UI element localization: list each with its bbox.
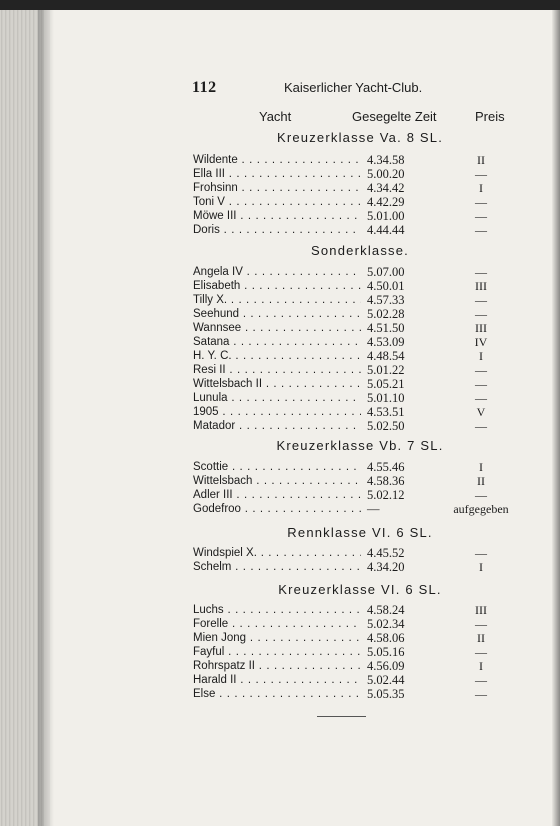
page-number: 112	[192, 79, 217, 96]
sailed-time: 5.02.28	[367, 307, 405, 321]
yacht-name: Seehund . . .	[193, 307, 361, 321]
yacht-name: Toni V . . .	[193, 195, 361, 209]
yacht-name: Scottie . . .	[193, 460, 361, 474]
yacht-name: Wannsee . . .	[193, 321, 361, 335]
prize: III	[475, 603, 487, 617]
column-header-yacht: Yacht	[259, 109, 292, 124]
sailed-time: 5.02.50	[367, 419, 405, 433]
prize: —	[475, 223, 487, 237]
prize: III	[475, 279, 487, 293]
yacht-name: Wittelsbach II . . .	[193, 377, 361, 391]
prize: II	[477, 474, 485, 488]
sailed-time: 4.50.01	[367, 279, 405, 293]
sailed-time: 5.01.00	[367, 209, 405, 223]
prize: I	[479, 460, 483, 474]
yacht-name: Schelm . . .	[193, 560, 361, 574]
prize: —	[475, 673, 487, 687]
yacht-name: Wittelsbach . . .	[193, 474, 361, 488]
yacht-name: Doris . . .	[193, 223, 361, 237]
sailed-time: 4.57.33	[367, 293, 405, 307]
prize: IV	[474, 335, 488, 349]
yacht-name: Möwe III . . .	[193, 209, 361, 223]
yacht-name: Wildente . . .	[193, 153, 361, 167]
yacht-name: Tilly X. . . .	[193, 293, 361, 307]
sailed-time: 4.58.36	[367, 474, 405, 488]
scan-border-top	[0, 0, 560, 10]
prize: —	[475, 488, 487, 502]
sailed-time: 4.55.46	[367, 460, 405, 474]
yacht-name: Rohrspatz II . . .	[193, 659, 361, 673]
sailed-time: 4.45.52	[367, 546, 405, 560]
prize: aufgegeben	[453, 502, 509, 516]
prize: III	[475, 321, 487, 335]
section-title: Kreuzerklasse VI. 6 SL.	[278, 582, 442, 597]
sailed-time: 4.58.24	[367, 603, 405, 617]
sailed-time: 4.51.50	[367, 321, 405, 335]
prize: —	[475, 307, 487, 321]
yacht-name: Windspiel X. . . .	[193, 546, 361, 560]
sailed-time: 4.53.09	[367, 335, 405, 349]
sailed-time: 5.01.10	[367, 391, 405, 405]
yacht-name: Harald II . . .	[193, 673, 361, 687]
section-title: Kreuzerklasse Va. 8 SL.	[276, 130, 444, 145]
yacht-name: Frohsinn . . .	[193, 181, 361, 195]
section-title: Rennklasse VI. 6 SL.	[287, 525, 433, 540]
sailed-time: 5.00.20	[367, 167, 405, 181]
sailed-time: 4.53.51	[367, 405, 405, 419]
prize: —	[475, 195, 487, 209]
sailed-time: 4.58.06	[367, 631, 405, 645]
prize: —	[475, 687, 487, 701]
yacht-name: Lunula . . .	[193, 391, 361, 405]
prize: —	[475, 419, 487, 433]
prize: —	[475, 617, 487, 631]
prize: —	[475, 363, 487, 377]
sailed-time: 5.05.21	[367, 377, 405, 391]
sailed-time: 5.01.22	[367, 363, 405, 377]
yacht-name: Fayful . . .	[193, 645, 361, 659]
sailed-time: 4.44.44	[367, 223, 405, 237]
prize: I	[479, 560, 483, 574]
prize: I	[479, 349, 483, 363]
column-header-preis: Preis	[475, 109, 505, 124]
sailed-time: 5.02.12	[367, 488, 405, 502]
running-title: Kaiserlicher Yacht-Club.	[284, 80, 423, 95]
sailed-time: 4.56.09	[367, 659, 405, 673]
prize: —	[475, 209, 487, 223]
sailed-time: 4.48.54	[367, 349, 405, 363]
prize: —	[475, 167, 487, 181]
section-title: Sonderklasse.	[311, 243, 409, 258]
prize: —	[475, 293, 487, 307]
binding-shadow	[38, 10, 54, 826]
prize: I	[479, 659, 483, 673]
yacht-name: Else . . .	[193, 687, 361, 701]
prize: —	[475, 645, 487, 659]
prize: V	[476, 405, 486, 419]
yacht-name: 1905 . . .	[193, 405, 361, 419]
yacht-name: Ella III . . .	[193, 167, 361, 181]
prize: II	[477, 631, 485, 645]
yacht-name: Satana . . .	[193, 335, 361, 349]
sailed-time: 5.07.00	[367, 265, 405, 279]
prize: —	[475, 377, 487, 391]
prize: I	[479, 181, 483, 195]
yacht-name: Elisabeth . . .	[193, 279, 361, 293]
sailed-time: 5.05.35	[367, 687, 405, 701]
prize: II	[477, 153, 485, 167]
sailed-time: —	[367, 502, 380, 516]
section-title: Kreuzerklasse Vb. 7 SL.	[276, 438, 444, 453]
prize: —	[475, 391, 487, 405]
yacht-name: Matador . . .	[193, 419, 361, 433]
prize: —	[475, 265, 487, 279]
column-header-zeit: Gesegelte Zeit	[352, 109, 437, 124]
sailed-time: 4.42.29	[367, 195, 405, 209]
yacht-name: Luchs . . .	[193, 603, 361, 617]
yacht-name: Godefroo . . .	[193, 502, 361, 516]
yacht-name: H. Y. C. . . .	[193, 349, 361, 363]
sailed-time: 4.34.20	[367, 560, 405, 574]
yacht-name: Angela IV . . .	[193, 265, 361, 279]
yacht-name: Adler III . . .	[193, 488, 361, 502]
sailed-time: 5.02.44	[367, 673, 405, 687]
yacht-name: Forelle . . .	[193, 617, 361, 631]
sailed-time: 5.02.34	[367, 617, 405, 631]
footer-rule	[317, 716, 366, 717]
sailed-time: 4.34.42	[367, 181, 405, 195]
prize: —	[475, 546, 487, 560]
sailed-time: 4.34.58	[367, 153, 405, 167]
yacht-name: Mien Jong . . .	[193, 631, 361, 645]
sailed-time: 5.05.16	[367, 645, 405, 659]
yacht-name: Resi II . . .	[193, 363, 361, 377]
